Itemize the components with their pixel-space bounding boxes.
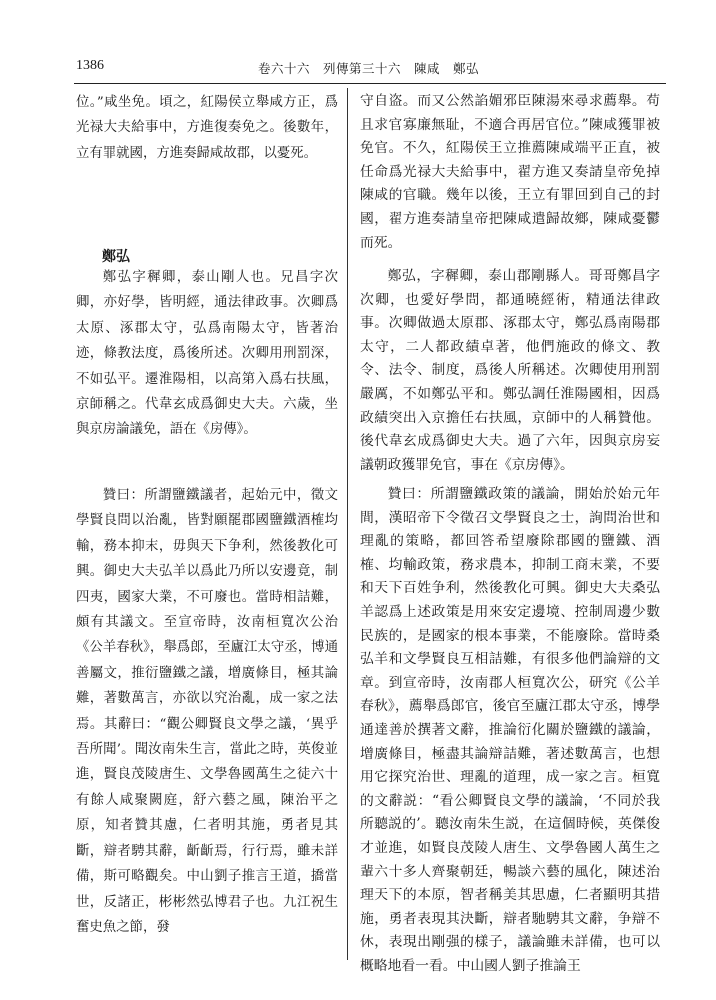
translation-column: [360, 90, 660, 290]
classical-zan-block: [76, 483, 338, 961]
translation-zheng-hong-block: [360, 265, 660, 475]
running-head: 卷六十六 列傳第三十六 陳咸 鄭弘: [258, 61, 480, 76]
header-rule: [74, 83, 666, 84]
classical-paragraph-zan: 贊曰：所謂鹽鐵議者，起始元中，徵文學賢良問以治亂，皆對願罷郡國鹽鐵酒榷均輸，務本抑末，毋與天下争利，然後教化可興。御史大夫弘羊以爲此乃所以安邊竟，制四夷，國家大業，不可廢也。當時相詰難，頗有其議文。至宣帝時，汝南桓寬次公治《公羊春秋》，舉爲郎，至廬江太守丞，博通善屬文，推衍鹽鐵之議，增廣條目，極其論難，著數萬言，亦欲以究治亂，成一家之法焉。其辭曰：“觀公卿賢良文學之議，‘異乎吾所聞’。聞汝南朱生言，當此之時，英俊並進，賢良茂陵唐生、文學魯國萬生之徒六十有餘人咸聚闕庭，舒六藝之風，陳治平之原，知者贊其慮，仁者明其施，勇者見其斷，辯者騁其辭，齗齗焉，行行焉，雖未詳備，斯可略觀矣。中山劉子推言王道，撟當世，反諸正，彬彬然弘博君子也。九江祝生奮史魚之節，發: [76, 488, 338, 935]
section-heading: 鄭弘: [102, 249, 130, 265]
classical-paragraph-chen-xian-end: 位。”咸坐免。頃之，紅陽侯立舉咸方正，爲光禄大夫給事中，方進復奏免之。後數年，立有罪就國，方進奏歸咸故郡，以憂死。: [76, 95, 338, 161]
classical-paragraph-zheng-hong: 鄭弘字穉卿，泰山剛人也。兄昌字次卿，亦好學，皆明經，通法律政事。次卿爲太原、涿郡太守，弘爲南陽太守，皆著治迹，條教法度，爲後所述。次卿用刑罰深，不如弘平。遷淮陽相，以高第入爲右扶風，京師稱之。代韋玄成爲御史大夫。六歲，坐與京房論議免，語在《房傳》。: [76, 270, 338, 438]
column-divider: [347, 88, 348, 960]
classical-zheng-hong-block: [76, 265, 338, 465]
page-number: 1386: [76, 58, 104, 73]
translation-zan-block: [360, 483, 660, 974]
translation-paragraph-zheng-hong: 鄭弘，字穉卿，泰山郡剛縣人。哥哥鄭昌字次卿，也愛好學問，都通曉經術，精通法律政事。次卿做過太原郡、涿郡太守，鄭弘爲南陽郡太守，二人都政績卓著，他們施政的條文、教令、法令、制度，爲後人所稱述。次卿使用刑罰嚴厲，不如鄭弘平和。鄭弘調任淮陽國相，因爲政績突出入京擔任右扶風，京師中的人稱贊他。後代韋玄成爲御史大夫。過了六年，因與京房妄議朝政獲罪免官，事在《京房傳》。: [360, 268, 660, 473]
translation-paragraph-zan: 贊曰：所謂鹽鐵政策的議論，開始於始元年間，漢昭帝下令徵召文學賢良之士，詢問治世和理亂的策略，都回答希望廢除郡國的鹽鐵、酒榷、均輸政策，務求農本，抑制工商末業，不要和天下百姓争利，然後教化可興。御史大夫桑弘羊認爲上述政策是用來安定邊境、控制周邊少數民族的，是國家的根本事業，不能廢除。當時桑弘羊和文學賢良互相詰難，有很多他們論辯的文章。到宣帝時，汝南郡人桓寬次公，研究《公羊春秋》，薦舉爲郎官，後官至廬江郡太守丞，博學通達善於撰著文辭，推論衍化關於鹽鐵的議論，增廣條目，極盡其論辯詰難，著述數萬言，也想用它探究治世、理亂的道理，成一家之言。桓寬的文辭説：“看公卿賢良文學的議論，‘不同於我所聽説的’。聽汝南朱生説，在這個時候，英傑俊才並進，如賢良茂陵人唐生、文學魯國人萬生之輩六十多人齊聚朝廷，暢談六藝的風化，陳述治理天下的本原，智者稱美其思慮，仁者顯明其措施，勇者表現其決斷，辯者馳騁其文辭，争辯不休，表現出剛强的樣子，議論雖未詳備，也可以概略地看一看。中山國人劉子推論王: [360, 486, 660, 974]
translation-paragraph-chen-xian-end: 守自盗。而又公然諂媚邪臣陳湯來尋求薦舉。苟且求官寡廉無耻，不適合再居官位。”陳咸獲罪被免官。不久，紅陽侯王立推薦陳咸端平正直，被任命爲光禄大夫給事中，翟方進又奏請皇帝免掉陳咸的官職。幾年以後，王立有罪回到自己的封國，翟方進奏請皇帝把陳咸遣歸故鄉，陳咸憂鬱而死。: [360, 93, 660, 251]
